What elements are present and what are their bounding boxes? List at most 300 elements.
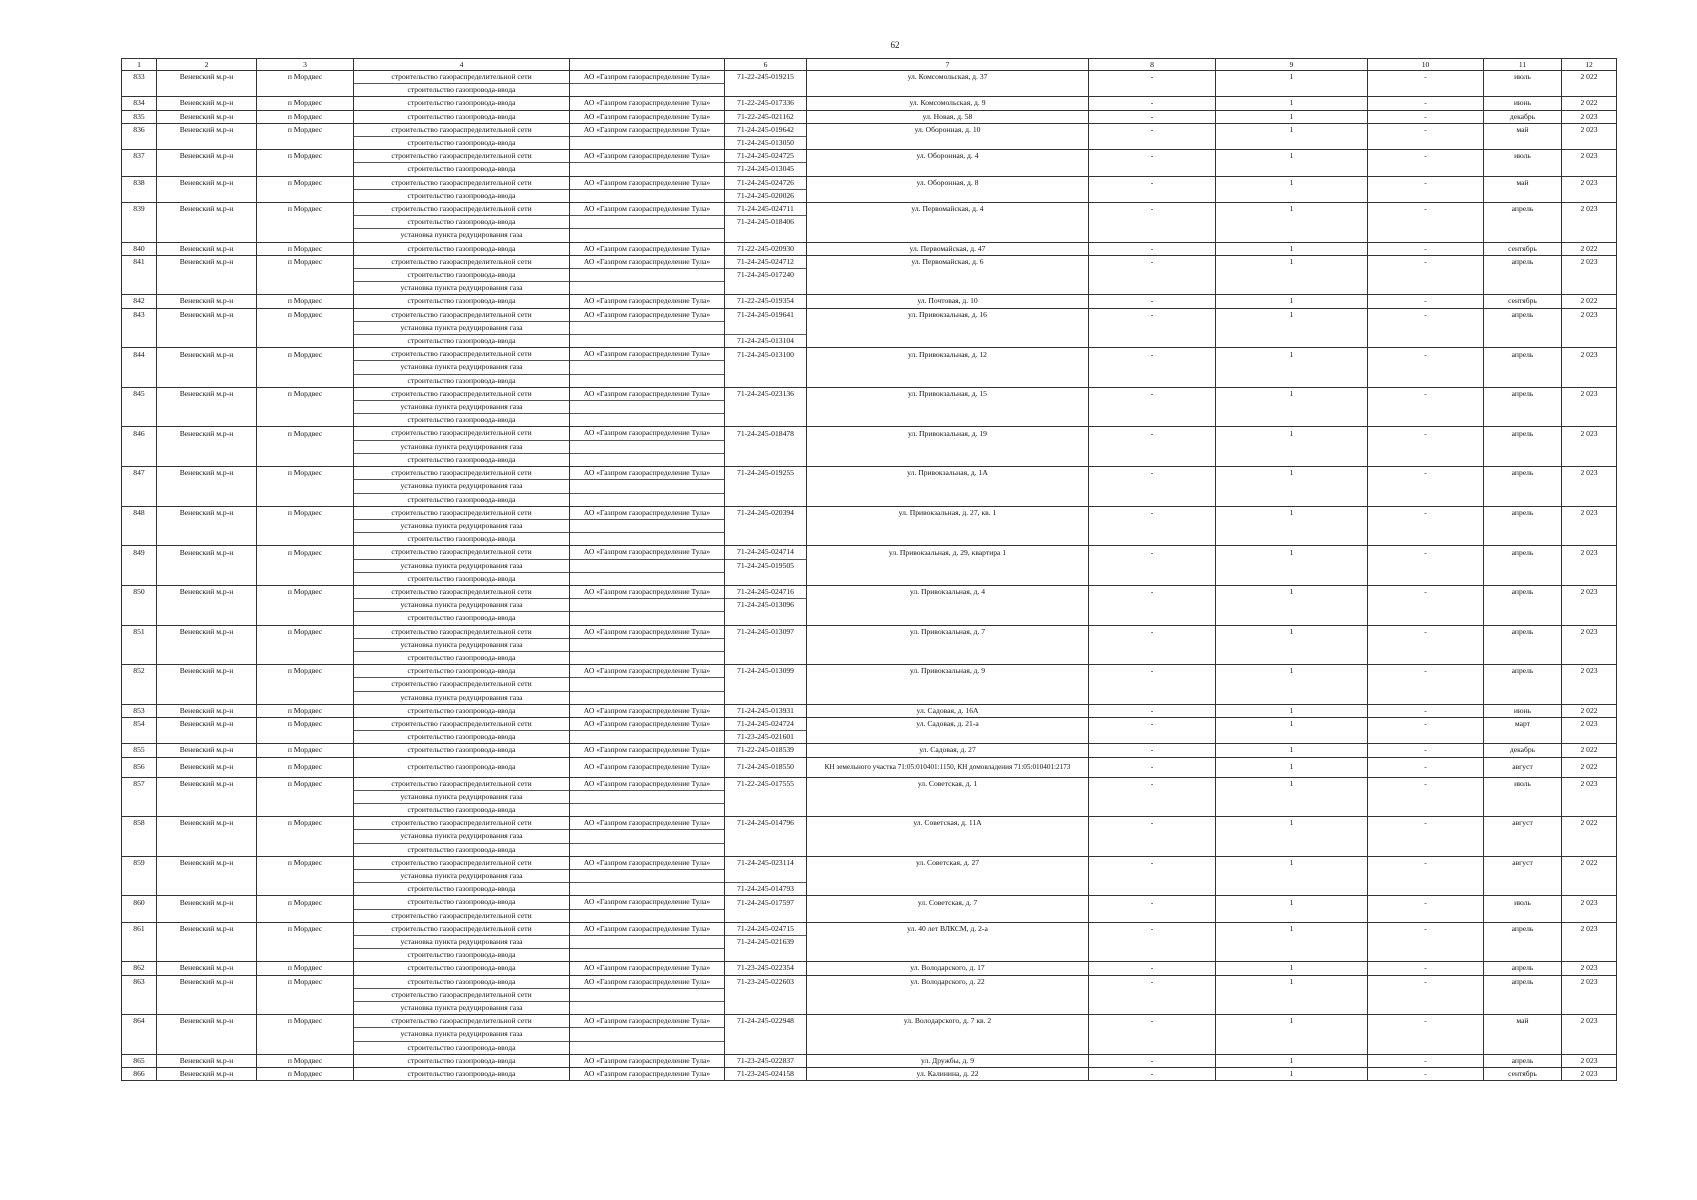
district-cell <box>157 909 257 922</box>
quantity-cell: 1 <box>1216 110 1368 123</box>
district-cell <box>157 440 257 453</box>
row-number-cell: 855 <box>122 744 157 757</box>
table-row-continuation <box>122 321 1617 334</box>
locality-cell <box>257 843 354 856</box>
quantity-cell: 1 <box>1216 506 1368 519</box>
row-number-cell: 864 <box>122 1015 157 1028</box>
address-cell: ул. Калинина, д. 22 <box>807 1068 1089 1081</box>
row-number-cell <box>122 936 157 949</box>
col10-cell <box>1368 559 1484 572</box>
table-row <box>122 717 1617 730</box>
work-type-cell: строительство газопровода-ввода <box>354 896 570 909</box>
month-cell <box>1484 519 1562 532</box>
col10-cell <box>1368 1041 1484 1054</box>
col10-cell <box>1368 335 1484 348</box>
locality-cell <box>257 790 354 803</box>
address-cell <box>807 612 1089 625</box>
year-cell <box>1562 559 1617 572</box>
col8-cell <box>1089 1002 1216 1015</box>
organization-cell <box>570 282 725 295</box>
table-row-continuation <box>122 612 1617 625</box>
district-cell <box>157 803 257 816</box>
locality-cell: п Мордвес <box>257 387 354 400</box>
month-cell <box>1484 651 1562 664</box>
quantity-cell <box>1216 988 1368 1001</box>
col10-cell: - <box>1368 856 1484 869</box>
row-number-cell <box>122 453 157 466</box>
locality-cell <box>257 414 354 427</box>
quantity-cell <box>1216 638 1368 651</box>
month-cell: сентябрь <box>1484 242 1562 255</box>
work-type-cell: строительство газопровода-ввода <box>354 163 570 176</box>
month-cell <box>1484 731 1562 744</box>
address-cell <box>807 803 1089 816</box>
table-row-continuation <box>122 163 1617 176</box>
table-row-continuation <box>122 493 1617 506</box>
organization-cell <box>570 1002 725 1015</box>
address-cell <box>807 909 1089 922</box>
table-row-continuation <box>122 335 1617 348</box>
quantity-cell <box>1216 830 1368 843</box>
quantity-cell <box>1216 414 1368 427</box>
col8-cell: - <box>1089 1054 1216 1067</box>
row-number-cell: 851 <box>122 625 157 638</box>
month-cell: август <box>1484 817 1562 830</box>
col8-cell <box>1089 599 1216 612</box>
work-type-cell: строительство газопровода-ввода <box>354 269 570 282</box>
col8-cell <box>1089 84 1216 97</box>
quantity-cell <box>1216 229 1368 242</box>
row-number-cell: 857 <box>122 777 157 790</box>
locality-cell: п Мордвес <box>257 71 354 84</box>
column-header: 11 <box>1484 59 1562 71</box>
application-code-cell: 71-24-245-023114 <box>725 856 807 869</box>
col8-cell: - <box>1089 757 1216 777</box>
quantity-cell <box>1216 803 1368 816</box>
address-cell <box>807 988 1089 1001</box>
table-row-continuation <box>122 988 1617 1001</box>
year-cell <box>1562 790 1617 803</box>
application-code-cell: 71-22-245-017555 <box>725 777 807 790</box>
district-cell <box>157 936 257 949</box>
address-cell: ул. Привокзальная, д. 9 <box>807 665 1089 678</box>
year-cell: 2 022 <box>1562 242 1617 255</box>
col10-cell: - <box>1368 295 1484 308</box>
table-row-continuation <box>122 731 1617 744</box>
col10-cell <box>1368 691 1484 704</box>
work-type-cell: установка пункта редуцирования газа <box>354 936 570 949</box>
col8-cell <box>1089 651 1216 664</box>
organization-cell: АО «Газпром газораспределение Тула» <box>570 150 725 163</box>
column-header <box>570 59 725 71</box>
col8-cell: - <box>1089 427 1216 440</box>
month-cell: май <box>1484 1015 1562 1028</box>
work-type-cell: строительство газопровода-ввода <box>354 374 570 387</box>
organization-cell: АО «Газпром газораспределение Тула» <box>570 546 725 559</box>
address-cell: ул. Привокзальная, д. 29, квартира 1 <box>807 546 1089 559</box>
application-code-cell <box>725 493 807 506</box>
application-code-cell: 71-23-245-021601 <box>725 731 807 744</box>
quantity-cell <box>1216 790 1368 803</box>
organization-cell <box>570 949 725 962</box>
column-header: 9 <box>1216 59 1368 71</box>
organization-cell <box>570 401 725 414</box>
district-cell: Веневский м.р-н <box>157 255 257 268</box>
row-number-cell: 854 <box>122 717 157 730</box>
year-cell <box>1562 282 1617 295</box>
table-row <box>122 255 1617 268</box>
col8-cell <box>1089 731 1216 744</box>
col8-cell: - <box>1089 922 1216 935</box>
col10-cell: - <box>1368 962 1484 975</box>
district-cell <box>157 84 257 97</box>
table-row <box>122 856 1617 869</box>
table-row-continuation <box>122 1002 1617 1015</box>
year-cell: 2 023 <box>1562 123 1617 136</box>
quantity-cell: 1 <box>1216 896 1368 909</box>
work-type-cell: строительство газопровода-ввода <box>354 335 570 348</box>
work-type-cell: строительство газопровода-ввода <box>354 572 570 585</box>
column-header: 1 <box>122 59 157 71</box>
organization-cell <box>570 988 725 1001</box>
organization-cell <box>570 533 725 546</box>
row-number-cell <box>122 1002 157 1015</box>
month-cell <box>1484 321 1562 334</box>
locality-cell: п Мордвес <box>257 348 354 361</box>
locality-cell <box>257 936 354 949</box>
work-type-cell: строительство газопровода-ввода <box>354 975 570 988</box>
row-number-cell: 853 <box>122 704 157 717</box>
row-number-cell <box>122 843 157 856</box>
address-cell: ул. Советская, д. 11А <box>807 817 1089 830</box>
year-cell: 2 023 <box>1562 1054 1617 1067</box>
col8-cell <box>1089 790 1216 803</box>
work-type-cell: строительство газопровода-ввода <box>354 665 570 678</box>
application-code-cell: 71-24-245-019642 <box>725 123 807 136</box>
column-header: 6 <box>725 59 807 71</box>
col8-cell <box>1089 229 1216 242</box>
month-cell <box>1484 414 1562 427</box>
year-cell: 2 022 <box>1562 71 1617 84</box>
row-number-cell: 839 <box>122 203 157 216</box>
work-type-cell: строительство газораспределительной сети <box>354 71 570 84</box>
address-cell: ул. Оборонная, д. 8 <box>807 176 1089 189</box>
work-type-cell: строительство газораспределительной сети <box>354 546 570 559</box>
locality-cell <box>257 282 354 295</box>
month-cell: апрель <box>1484 665 1562 678</box>
table-row-continuation <box>122 1028 1617 1041</box>
organization-cell <box>570 519 725 532</box>
locality-cell: п Мордвес <box>257 308 354 321</box>
table-row <box>122 744 1617 757</box>
year-cell: 2 023 <box>1562 387 1617 400</box>
address-cell: ул. Привокзальная, д. 27, кв. 1 <box>807 506 1089 519</box>
district-cell: Веневский м.р-н <box>157 777 257 790</box>
application-code-cell <box>725 803 807 816</box>
row-number-cell <box>122 599 157 612</box>
row-number-cell <box>122 790 157 803</box>
work-type-cell: установка пункта редуцирования газа <box>354 321 570 334</box>
organization-cell <box>570 843 725 856</box>
quantity-cell <box>1216 909 1368 922</box>
col8-cell: - <box>1089 817 1216 830</box>
row-number-cell: 859 <box>122 856 157 869</box>
district-cell <box>157 137 257 150</box>
quantity-cell <box>1216 843 1368 856</box>
address-cell <box>807 84 1089 97</box>
col8-cell <box>1089 401 1216 414</box>
table-row <box>122 975 1617 988</box>
month-cell: апрель <box>1484 922 1562 935</box>
address-cell: ул. Привокзальная, д. 16 <box>807 308 1089 321</box>
row-number-cell: 849 <box>122 546 157 559</box>
locality-cell: п Мордвес <box>257 704 354 717</box>
application-code-cell: 71-24-245-017597 <box>725 896 807 909</box>
table-row <box>122 1054 1617 1067</box>
month-cell <box>1484 229 1562 242</box>
application-code-cell: 71-24-245-013099 <box>725 665 807 678</box>
col10-cell: - <box>1368 975 1484 988</box>
district-cell: Веневский м.р-н <box>157 922 257 935</box>
locality-cell <box>257 559 354 572</box>
row-number-cell: 852 <box>122 665 157 678</box>
application-code-cell: 71-22-245-021162 <box>725 110 807 123</box>
work-type-cell: строительство газопровода-ввода <box>354 453 570 466</box>
col8-cell <box>1089 691 1216 704</box>
month-cell: июль <box>1484 896 1562 909</box>
locality-cell <box>257 691 354 704</box>
row-number-cell: 837 <box>122 150 157 163</box>
data-table <box>121 58 1617 1081</box>
table-row <box>122 295 1617 308</box>
col8-cell: - <box>1089 123 1216 136</box>
organization-cell: АО «Газпром газораспределение Тула» <box>570 817 725 830</box>
locality-cell: п Мордвес <box>257 427 354 440</box>
month-cell: апрель <box>1484 1054 1562 1067</box>
organization-cell: АО «Газпром газораспределение Тула» <box>570 255 725 268</box>
organization-cell <box>570 678 725 691</box>
header-row <box>122 59 1617 71</box>
year-cell: 2 022 <box>1562 757 1617 777</box>
col8-cell: - <box>1089 1068 1216 1081</box>
application-code-cell: 71-24-245-024716 <box>725 585 807 598</box>
table-row-continuation <box>122 401 1617 414</box>
month-cell <box>1484 936 1562 949</box>
quantity-cell: 1 <box>1216 427 1368 440</box>
row-number-cell: 835 <box>122 110 157 123</box>
month-cell <box>1484 84 1562 97</box>
month-cell <box>1484 988 1562 1001</box>
month-cell <box>1484 1028 1562 1041</box>
locality-cell: п Мордвес <box>257 110 354 123</box>
address-cell: ул. Володарского, д. 7 кв. 2 <box>807 1015 1089 1028</box>
application-code-cell <box>725 519 807 532</box>
district-cell: Веневский м.р-н <box>157 717 257 730</box>
month-cell <box>1484 493 1562 506</box>
col10-cell: - <box>1368 242 1484 255</box>
quantity-cell <box>1216 335 1368 348</box>
table-row <box>122 110 1617 123</box>
col10-cell <box>1368 599 1484 612</box>
month-cell <box>1484 374 1562 387</box>
quantity-cell <box>1216 612 1368 625</box>
locality-cell <box>257 909 354 922</box>
table-row-continuation <box>122 1041 1617 1054</box>
locality-cell: п Мордвес <box>257 975 354 988</box>
year-cell: 2 023 <box>1562 1015 1617 1028</box>
table-row-continuation <box>122 453 1617 466</box>
col10-cell: - <box>1368 348 1484 361</box>
locality-cell <box>257 869 354 882</box>
locality-cell: п Мордвес <box>257 817 354 830</box>
quantity-cell <box>1216 869 1368 882</box>
application-code-cell: 71-24-245-024724 <box>725 717 807 730</box>
locality-cell: п Мордвес <box>257 242 354 255</box>
row-number-cell <box>122 229 157 242</box>
col8-cell <box>1089 869 1216 882</box>
col8-cell <box>1089 163 1216 176</box>
table-row-continuation <box>122 374 1617 387</box>
locality-cell: п Мордвес <box>257 467 354 480</box>
row-number-cell: 862 <box>122 962 157 975</box>
row-number-cell: 847 <box>122 467 157 480</box>
application-code-cell <box>725 988 807 1001</box>
table-row <box>122 896 1617 909</box>
work-type-cell: строительство газопровода-ввода <box>354 744 570 757</box>
col8-cell <box>1089 1028 1216 1041</box>
quantity-cell <box>1216 269 1368 282</box>
address-cell: ул. Первомайская, д. 4 <box>807 203 1089 216</box>
col8-cell <box>1089 830 1216 843</box>
month-cell <box>1484 830 1562 843</box>
col10-cell: - <box>1368 467 1484 480</box>
quantity-cell <box>1216 163 1368 176</box>
year-cell <box>1562 1002 1617 1015</box>
district-cell <box>157 414 257 427</box>
quantity-cell <box>1216 84 1368 97</box>
table-row-continuation <box>122 936 1617 949</box>
table-row-continuation <box>122 216 1617 229</box>
organization-cell: АО «Газпром газораспределение Тула» <box>570 295 725 308</box>
month-cell: июнь <box>1484 97 1562 110</box>
work-type-cell: строительство газораспределительной сети <box>354 427 570 440</box>
col10-cell: - <box>1368 1015 1484 1028</box>
district-cell: Веневский м.р-н <box>157 348 257 361</box>
year-cell: 2 023 <box>1562 348 1617 361</box>
col10-cell: - <box>1368 387 1484 400</box>
col10-cell <box>1368 936 1484 949</box>
table-row <box>122 467 1617 480</box>
col8-cell <box>1089 883 1216 896</box>
year-cell <box>1562 269 1617 282</box>
year-cell <box>1562 480 1617 493</box>
locality-cell <box>257 137 354 150</box>
locality-cell <box>257 453 354 466</box>
col10-cell: - <box>1368 896 1484 909</box>
col8-cell <box>1089 519 1216 532</box>
month-cell: декабрь <box>1484 744 1562 757</box>
quantity-cell <box>1216 361 1368 374</box>
quantity-cell: 1 <box>1216 1068 1368 1081</box>
application-code-cell: 71-24-245-024726 <box>725 176 807 189</box>
district-cell <box>157 883 257 896</box>
quantity-cell <box>1216 572 1368 585</box>
quantity-cell <box>1216 599 1368 612</box>
quantity-cell: 1 <box>1216 150 1368 163</box>
quantity-cell: 1 <box>1216 962 1368 975</box>
col8-cell <box>1089 321 1216 334</box>
col8-cell <box>1089 282 1216 295</box>
col8-cell: - <box>1089 777 1216 790</box>
table-row <box>122 962 1617 975</box>
district-cell: Веневский м.р-н <box>157 896 257 909</box>
quantity-cell <box>1216 440 1368 453</box>
row-number-cell <box>122 572 157 585</box>
locality-cell <box>257 988 354 1001</box>
locality-cell: п Мордвес <box>257 123 354 136</box>
col8-cell: - <box>1089 1015 1216 1028</box>
district-cell: Веневский м.р-н <box>157 387 257 400</box>
table-row-continuation <box>122 843 1617 856</box>
locality-cell <box>257 572 354 585</box>
organization-cell <box>570 612 725 625</box>
month-cell: апрель <box>1484 625 1562 638</box>
row-number-cell <box>122 803 157 816</box>
organization-cell <box>570 84 725 97</box>
col8-cell <box>1089 843 1216 856</box>
district-cell <box>157 480 257 493</box>
month-cell <box>1484 163 1562 176</box>
row-number-cell <box>122 282 157 295</box>
organization-cell: АО «Газпром газораспределение Тула» <box>570 744 725 757</box>
row-number-cell <box>122 909 157 922</box>
col10-cell <box>1368 1028 1484 1041</box>
quantity-cell: 1 <box>1216 176 1368 189</box>
locality-cell <box>257 1041 354 1054</box>
table-row <box>122 71 1617 84</box>
locality-cell <box>257 612 354 625</box>
organization-cell <box>570 790 725 803</box>
application-code-cell <box>725 401 807 414</box>
application-code-cell <box>725 909 807 922</box>
locality-cell <box>257 440 354 453</box>
month-cell: август <box>1484 856 1562 869</box>
district-cell <box>157 830 257 843</box>
work-type-cell: строительство газопровода-ввода <box>354 803 570 816</box>
table-body <box>122 59 1617 1081</box>
col10-cell: - <box>1368 71 1484 84</box>
col8-cell <box>1089 909 1216 922</box>
work-type-cell: строительство газопровода-ввода <box>354 110 570 123</box>
locality-cell <box>257 216 354 229</box>
quantity-cell <box>1216 883 1368 896</box>
locality-cell: п Мордвес <box>257 295 354 308</box>
locality-cell: п Мордвес <box>257 777 354 790</box>
locality-cell <box>257 678 354 691</box>
quantity-cell: 1 <box>1216 123 1368 136</box>
year-cell: 2 023 <box>1562 467 1617 480</box>
locality-cell: п Мордвес <box>257 203 354 216</box>
col10-cell: - <box>1368 817 1484 830</box>
month-cell <box>1484 282 1562 295</box>
quantity-cell: 1 <box>1216 242 1368 255</box>
year-cell: 2 023 <box>1562 506 1617 519</box>
organization-cell <box>570 453 725 466</box>
row-number-cell <box>122 163 157 176</box>
col10-cell <box>1368 533 1484 546</box>
col10-cell <box>1368 374 1484 387</box>
application-code-cell <box>725 361 807 374</box>
